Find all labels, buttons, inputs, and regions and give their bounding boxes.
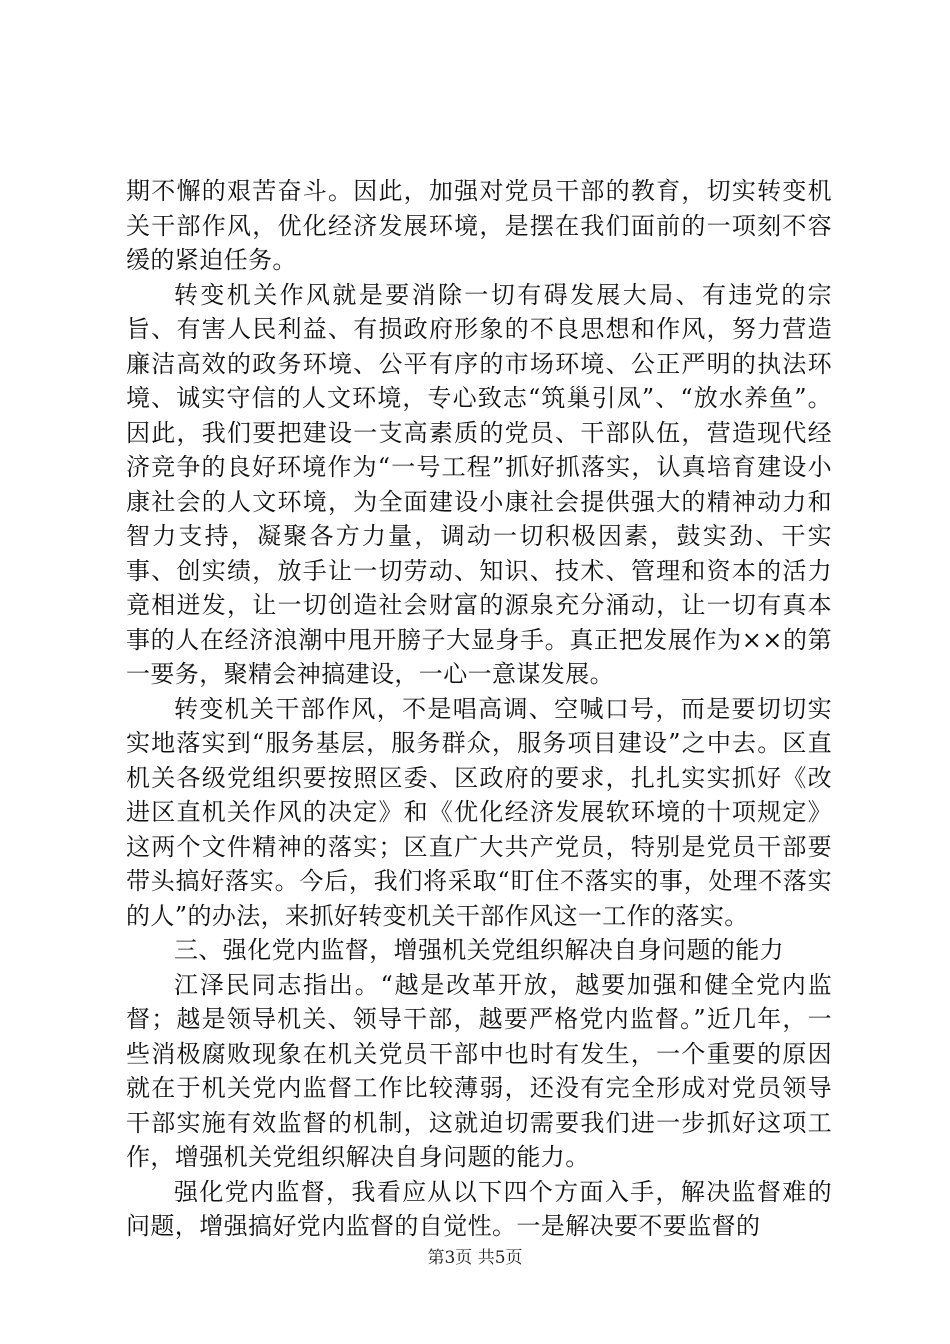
paragraph-2: 转变机关作风就是要消除一切有碍发展大局、有违党的宗旨、有害人民利益、有损政府形象的不良思想和作风，努力营造廉洁高效的政务环境、公平有序的市场环境、公正严明的执法环境、诚实守信的人文环境，专心致志“筑巢引凤”、“放水养鱼”。因此，我们要把建设一支高素质的党员、干部队伍，营造现代经济竞争的良好环境作为“一号工程”抓好抓落实，认真培育建设小康社会的人文环境，为全面建设小康社会提供强大的精神动力和智力支持，凝聚各方力量，调动一切积极因素，鼓实劲、干实事、创实绩，放手让一切劳动、知识、技术、管理和资本的活力竟相迸发，让一切创造社会财富的源泉充分涌动，让一切有真本事的人在经济浪潮中甩开膀子大显身手。真正把发展作为××的第一要务，聚精会神搞建设，一心一意谋发展。	[126, 280, 832, 688]
section-heading: 三、强化党内监督，增强机关党组织解决自身问题的能力	[174, 936, 784, 964]
body-text	[126, 174, 832, 1244]
paragraph-3: 转变机关干部作风，不是唱高调、空喊口号，而是要切切实实地落实到“服务基层，服务群众，服务项目建设”之中去。区直机关各级党组织要按照区委、区政府的要求，扎扎实实抓好《改进区直机关作风的决定》和《优化经济发展软环境的十项规定》这两个文件精神的落实；区直广大共产党员，特别是党员干部要带头搞好落实。今后，我们将采取“盯住不落实的事，处理不落实的人”的办法，来抓好转变机关干部作风这一工作的落实。	[126, 694, 832, 930]
paragraph-5: 强化党内监督，我看应从以下四个方面入手，解决监督难的问题，增强搞好党内监督的自觉性。一是解决要不要监督的	[126, 1177, 832, 1240]
paragraph-1: 期不懈的艰苦奋斗。因此，加强对党员干部的教育，切实转变机关干部作风，优化经济发展环境，是摆在我们面前的一项刻不容缓的紧迫任务。	[126, 177, 832, 274]
page-footer: 第3页 共5页	[427, 1248, 523, 1268]
paragraph-4: 江泽民同志指出。“越是改革开放，越要加强和健全党内监督；越是领导机关、领导干部，越要严格党内监督。”近几年，一些消极腐败现象在机关党员干部中也时有发生，一个重要的原因就在于机关党内监督工作比较薄弱，还没有完全形成对党员领导干部实施有效监督的机制，这就迫切需要我们进一步抓好这项工作，增强机关党组织解决自身问题的能力。	[126, 970, 832, 1171]
